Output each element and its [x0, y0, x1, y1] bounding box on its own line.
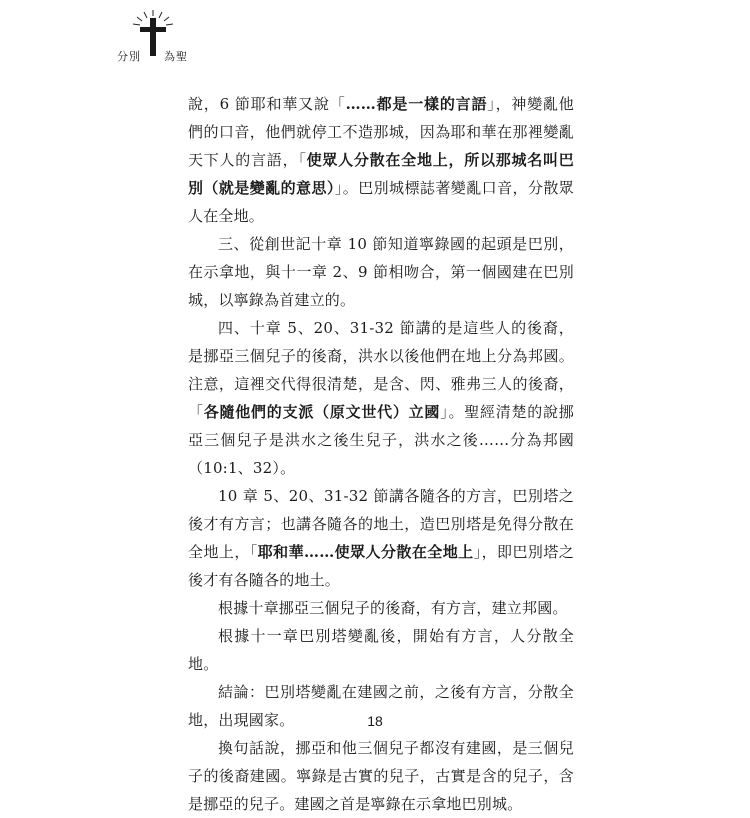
quote-run: 使眾人分散在全地上，所以那城名叫巴別（就是變亂的意思）	[188, 151, 575, 197]
text-run: 」，神變亂他們的口音，他們就停工不造那城，因為耶和華在那裡變亂天下人的言語，「	[188, 95, 575, 169]
text-run: 」。聖經清楚的說挪亞三個兒子是洪水之後生兒子，洪水之後……分為邦國（10:1、32）。	[188, 403, 574, 477]
paragraph	[188, 90, 574, 230]
text-run: 」，即巴別塔之後才有各隨各的地土。	[188, 543, 574, 589]
header-logo	[114, 8, 194, 63]
text-run: 10 章 5、20、31-32 節講各隨各的方言，巴別塔之後才有方言；也講各隨各的地土，造巴別塔是免得分散在全地上，「	[188, 487, 574, 561]
text-run: 結論：巴別塔變亂在建國之前，之後有方言，分散全地，出現國家。	[188, 683, 574, 729]
quote-run: 各隨他們的支派（原文世代）立國	[203, 403, 441, 421]
paragraph	[188, 734, 574, 818]
logo-text-left: 分別	[117, 50, 141, 63]
text-run: 三、從創世記十章 10 節知道寧錄國的起頭是巴別，在示拿地，與十一章 2、9 節相吻合，第一個國建在巴別城，以寧錄為首建立的。	[188, 235, 574, 309]
text-run: 」。巴別城標誌著變亂口音，分散眾人在全地。	[188, 179, 574, 225]
logo-text-right: 為聖	[164, 50, 188, 63]
text-run: 根據十章挪亞三個兒子的後裔，有方言，建立邦國。	[218, 599, 568, 617]
paragraph	[188, 594, 574, 622]
text-run: 換句話說，挪亞和他三個兒子都沒有建國，是三個兒子的後裔建國。寧錄是古實的兒子，古實是含的兒子，含是挪亞的兒子。建國之首是寧錄在示拿地巴別城。	[188, 739, 574, 813]
body-text	[188, 90, 574, 818]
quote-run: 耶和華……使眾人分散在全地上	[257, 543, 474, 561]
page-number: 18	[367, 713, 383, 729]
paragraph	[188, 622, 574, 678]
text-run: 四、十章 5、20、31-32 節講的是這些人的後裔，是挪亞三個兒子的後裔，洪水以後他們在地上分為邦國。注意，這裡交代得很清楚，是含、閃、雅弗三人的後裔，「	[188, 319, 574, 421]
text-run: 根據十一章巴別塔變亂後，開始有方言，人分散全地。	[188, 627, 574, 673]
paragraph	[188, 230, 574, 314]
paragraph	[188, 482, 574, 594]
text-run: 說，6 節耶和華又說「	[188, 95, 346, 113]
paragraph	[188, 314, 574, 482]
quote-run: ……都是一樣的言語	[345, 95, 488, 113]
